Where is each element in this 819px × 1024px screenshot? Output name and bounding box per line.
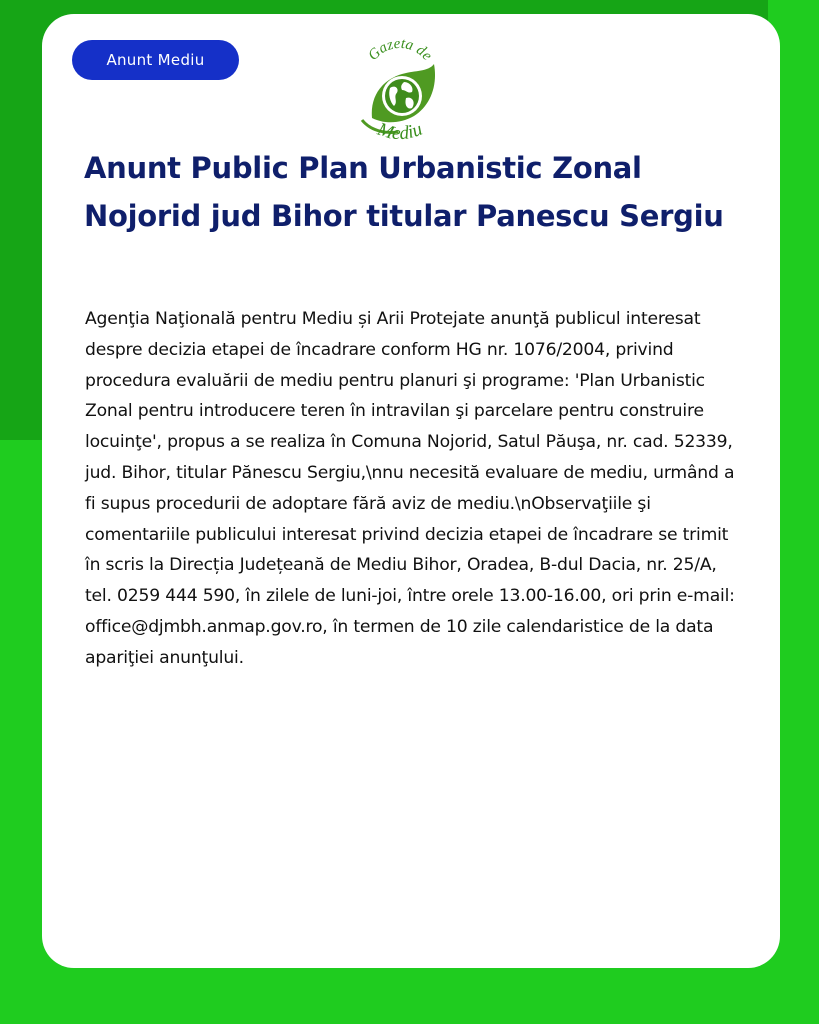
category-badge-label: Anunt Mediu [106,51,205,69]
article-title: Anunt Public Plan Urbanistic Zonal Nojorid jud Bihor titular Panescu Sergiu [84,151,724,233]
svg-text:Mediu [374,118,425,144]
category-badge[interactable] [72,40,239,80]
logo-text-bottom: Mediu [374,118,426,144]
globe-leaf-logo-icon [350,34,450,144]
logo-text-top: Gazeta de [365,35,436,64]
announcement-card [42,14,780,968]
article-body: Agenţia Naţională pentru Mediu și Arii Protejate anunţă publicul interesat despre decizia etapei de încadrare conform HG nr. 1076/2004, privind procedura evaluării de mediu pentru planuri şi programe: 'Plan Urbanistic Zonal pentru introducere teren în intravilan şi parcelare pentru construire locuinţe', propus a se realiza în Comuna Nojorid, Satul Păuşa, nr. cad. 52339, jud. Bihor, titular Pănescu Sergiu,\nnu necesită evaluare de mediu, urmând a fi supus procedurii de adoptare fără aviz de mediu.\nObservaţiile şi comentariile publicului interesat privind decizia etapei de încadrare se trimit în scris la Direcția Județeană de Mediu Bihor, Oradea, B-dul Dacia, nr. 25/A, tel. 0259 444 590, în zilele de luni-joi, între orele 13.00-16.00, ori prin e-mail: office@djmbh.anmap.gov.ro, în termen de 10 zile calendaristice de la data apariţiei anunţului. [85,309,735,668]
svg-text:Gazeta de [365,36,435,64]
